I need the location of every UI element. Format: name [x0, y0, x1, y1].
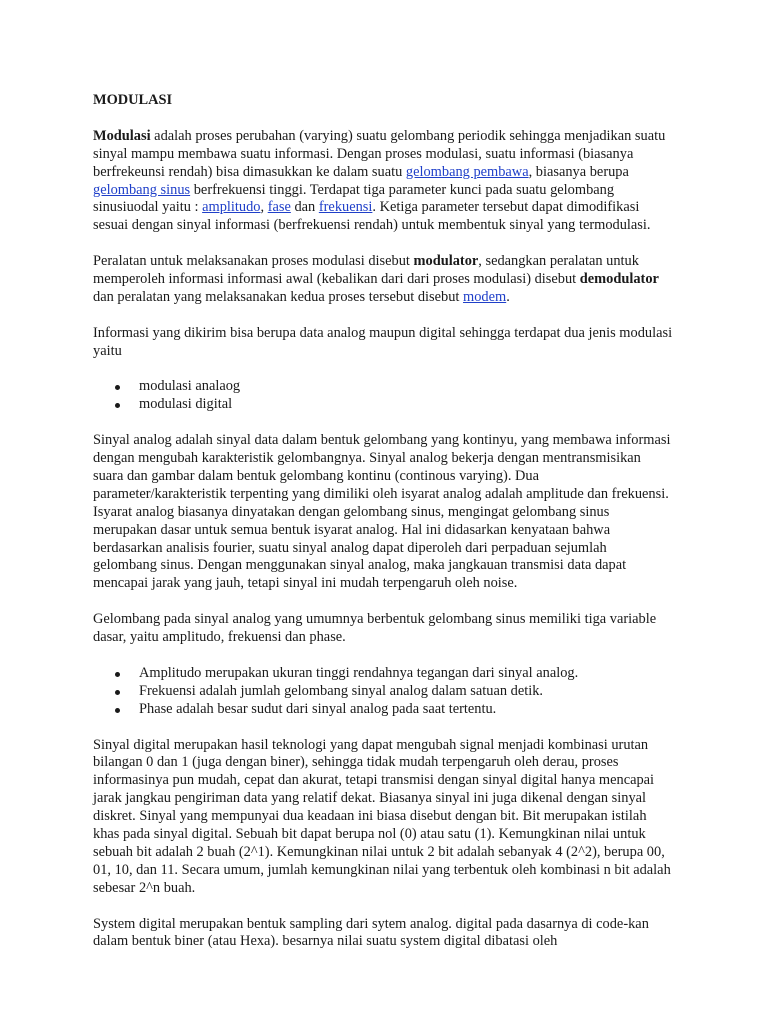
- link-modem[interactable]: modem: [463, 288, 507, 305]
- term-demodulator: demodulator: [579, 271, 659, 288]
- paragraph-jenis-modulasi: Informasi yang dikirim bisa berupa data analog maupun digital sehingga terdapat dua jenis modulasi yaitu: [93, 324, 673, 359]
- list-item: modulasi digital: [93, 396, 673, 414]
- link-gelombang-pembawa[interactable]: gelombang pembawa: [405, 163, 529, 180]
- bullet-icon: [115, 672, 120, 677]
- bullet-icon: [115, 385, 120, 390]
- bullet-icon: [115, 690, 120, 695]
- paragraph-variabel-dasar: Gelombang pada sinyal analog yang umumnya berbentuk gelombang sinus memiliki tiga variable dasar, yaitu amplitudo, frekuensi dan phase.: [93, 611, 657, 646]
- paragraph-modulator: Peralatan untuk melaksanakan proses modulasi disebut modulator, sedangkan peralatan untuk memperoleh informasi informasi awal (kebalikan dari dari proses modulasi) disebut demodulator dan peralatan yang melaksanakan kedua proses tersebut disebut modem.: [93, 253, 659, 305]
- paragraph-system-digital: System digital merupakan bentuk sampling dari sytem analog. digital pada dasarnya di code-kan dalam bentuk biner (atau Hexa). besarnya nilai suatu system digital dibatasi oleh: [93, 915, 649, 950]
- link-frekuensi[interactable]: frekuensi: [318, 199, 373, 216]
- list-item: Phase adalah besar sudut dari sinyal analog pada saat tertentu.: [93, 701, 673, 719]
- document-title: MODULASI: [93, 92, 173, 108]
- list-jenis-modulasi: [93, 378, 673, 414]
- bullet-icon: [115, 403, 120, 408]
- link-gelombang-sinus[interactable]: gelombang sinus: [93, 181, 191, 198]
- list-item: Frekuensi adalah jumlah gelombang sinyal analog dalam satuan detik.: [93, 683, 673, 701]
- term-modulator: modulator: [413, 253, 479, 270]
- bullet-icon: [115, 708, 120, 713]
- document-page: [93, 92, 673, 951]
- list-item: modulasi analaog: [93, 378, 673, 396]
- link-fase[interactable]: fase: [267, 199, 291, 216]
- term-modulasi: Modulasi: [93, 127, 151, 144]
- paragraph-modulasi-definition: Modulasi adalah proses perubahan (varying) suatu gelombang periodik sehingga menjadikan suatu sinyal mampu membawa suatu informasi. Dengan proses modulasi, suatu informasi (biasanya berfrekeunsi rendah) bisa dimasukkan ke dalam suatu gelombang pembawa, biasanya berupa gelombang sinus berfrekuensi tinggi. Terdapat tiga parameter kunci pada suatu gelombang sinusiuodal yaitu : amplitudo, fase dan frekuensi. Ketiga parameter tersebut dapat dimodifikasi sesuai dengan sinyal informasi (berfrekuensi rendah) untuk membentuk sinyal yang termodulasi.: [93, 127, 666, 234]
- paragraph-sinyal-analog: Sinyal analog adalah sinyal data dalam bentuk gelombang yang kontinyu, yang membawa informasi dengan mengubah karakteristik gelombangnya. Sinyal analog bekerja dengan mentransmisikan suara dan gambar dalam bentuk gelombang kontinu (continous varying). Dua parameter/karakteristik terpenting yang dimiliki oleh isyarat analog adalah amplitude dan frekuensi. Isyarat analog biasanya dinyatakan dengan gelombang sinus, mengingat gelombang sinus merupakan dasar untuk semua bentuk isyarat analog. Hal ini didasarkan kenyataan bahwa berdasarkan analisis fourier, suatu sinyal analog dapat diperoleh dari perpaduan sejumlah gelombang sinus. Dengan menggunakan sinyal analog, maka jangkauan transmisi data dapat mencapai jarak yang jauh, tetapi sinyal ini mudah terpengaruh oleh noise.: [93, 432, 671, 592]
- list-item: Amplitudo merupakan ukuran tinggi rendahnya tegangan dari sinyal analog.: [93, 665, 673, 683]
- link-amplitudo[interactable]: amplitudo: [202, 199, 261, 216]
- paragraph-sinyal-digital: Sinyal digital merupakan hasil teknologi yang dapat mengubah signal menjadi kombinasi urutan bilangan 0 dan 1 (juga dengan biner), sehingga tidak mudah terpengaruh oleh derau, proses informasinya pun mudah, cepat dan akurat, tetapi transmisi dengan sinyal digital hanya mencapai jarak jangkau pengiriman data yang relatif dekat. Biasanya sinyal ini juga dikenal dengan sinyal diskret. Sinyal yang mempunyai dua keadaan ini biasa disebut dengan bit. Bit merupakan istilah khas pada sinyal digital. Sebuah bit dapat berupa nol (0) atau satu (1). Kemungkinan nilai untuk sebuah bit adalah 2 buah (2^1). Kemungkinan nilai untuk 2 bit adalah sebanyak 4 (2^2), berupa 00, 01, 10, dan 11. Secara umum, jumlah kemungkinan nilai yang terbentuk oleh kombinasi n bit adalah sebesar 2^n buah.: [93, 736, 671, 896]
- list-variabel-analog: [93, 665, 673, 719]
